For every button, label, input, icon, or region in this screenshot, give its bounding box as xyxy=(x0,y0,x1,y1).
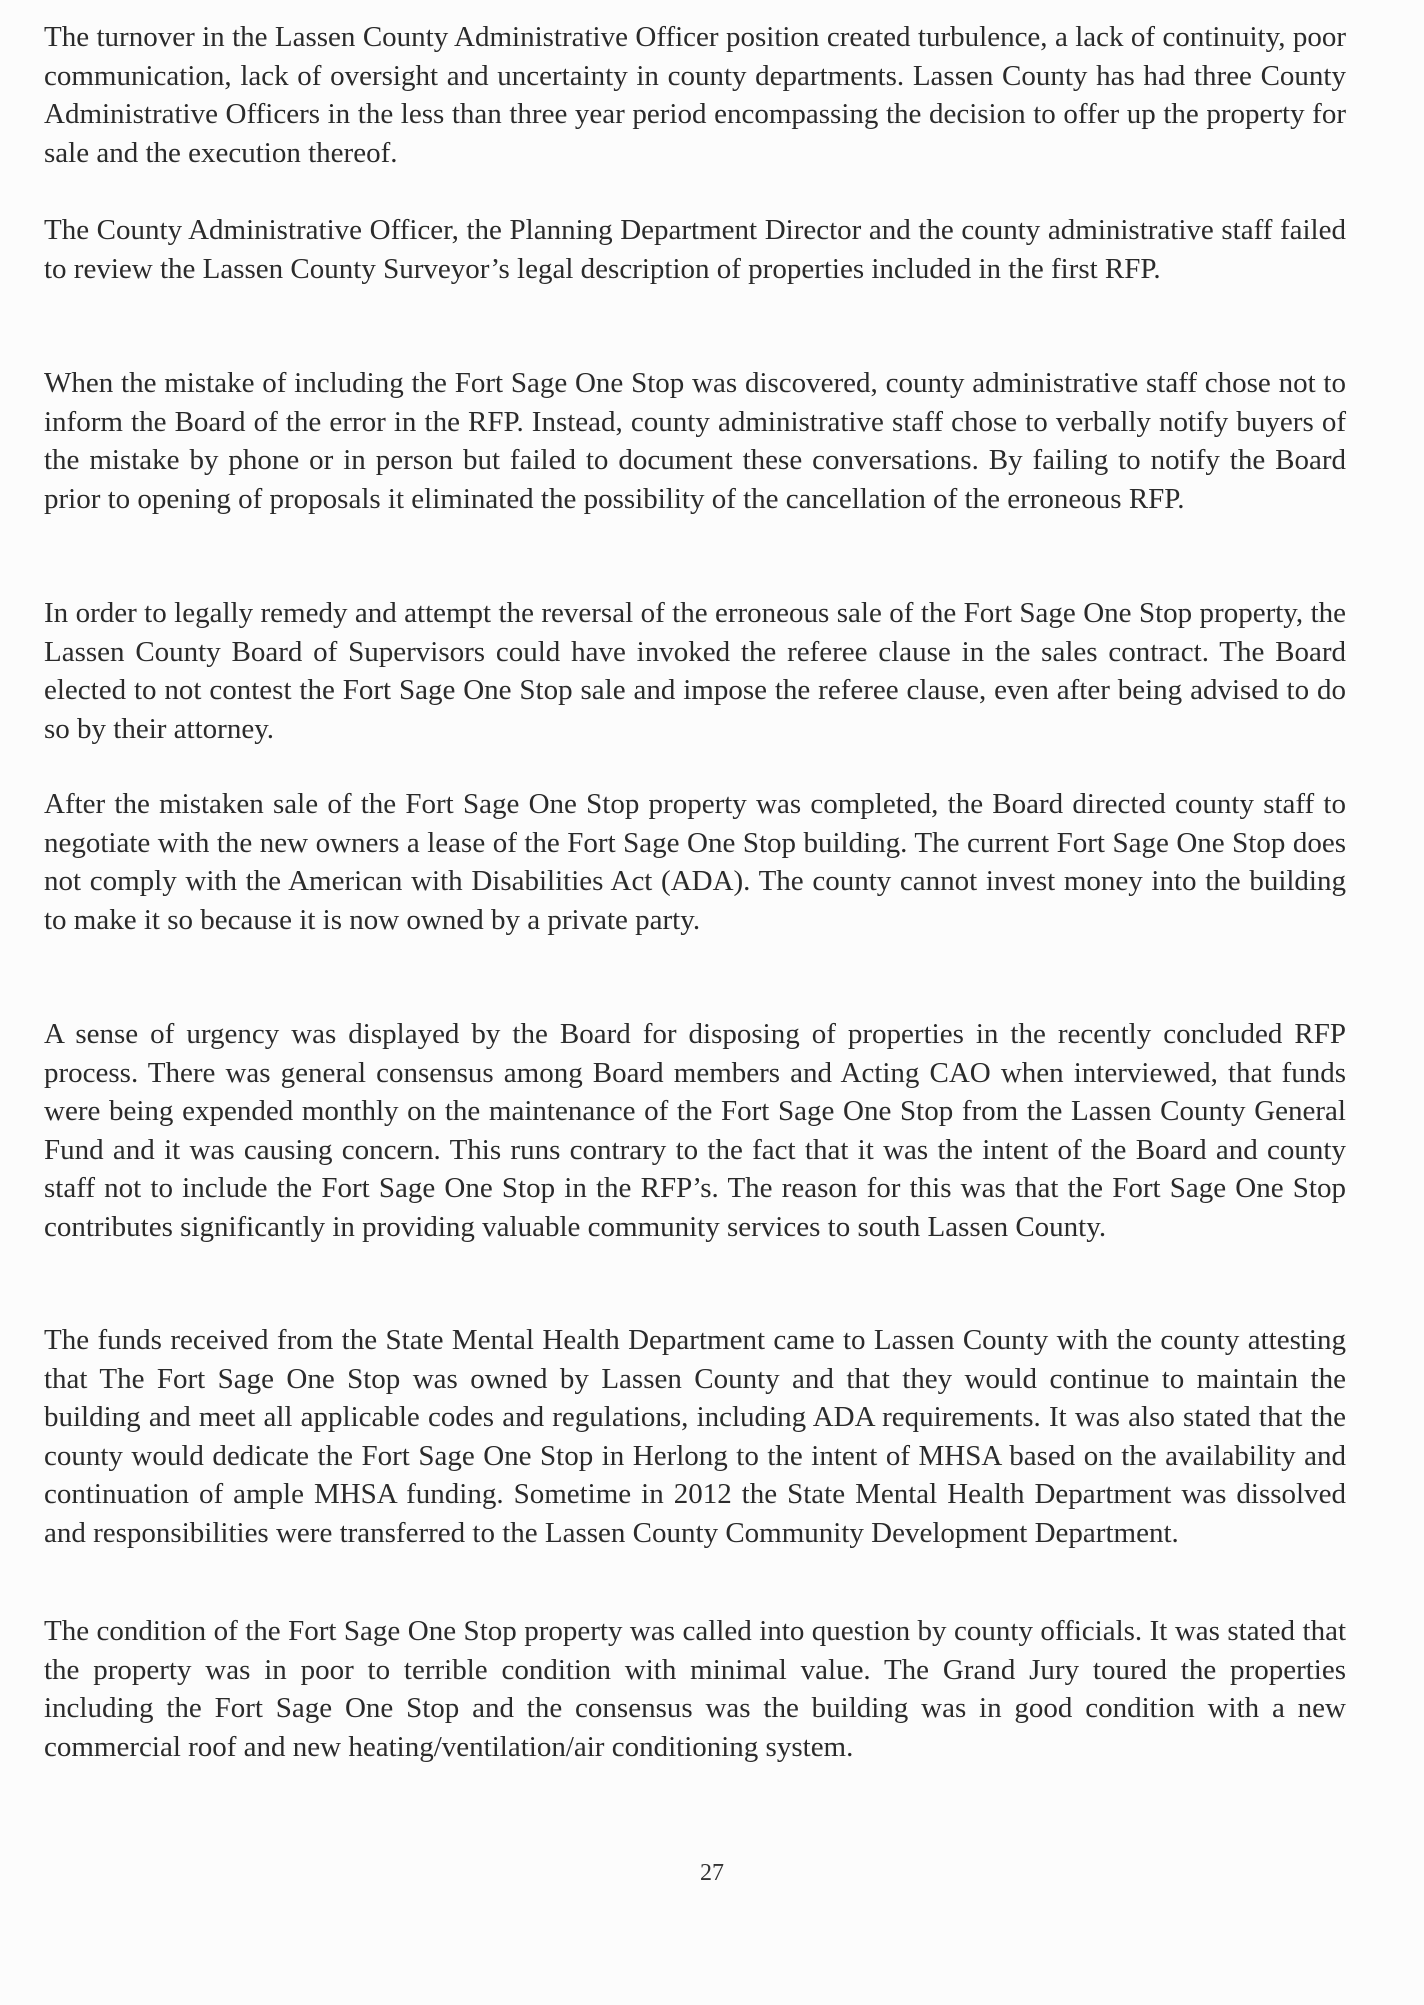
paragraph-mental-health-funds: The funds received from the State Mental Health Department came to Lassen County with the county attesting that The Fort Sage One Stop was owned by Lassen County and that they would continue to maintain the building and meet all applicable codes and regulations, including ADA requirements. It was also stated that the county would dedicate the Fort Sage One Stop in Herlong to the intent of MHSA based on the availability and continuation of ample MHSA funding. Sometime in 2012 the State Mental Health Department was dissolved and responsibilities were transferred to the Lassen County Community Development Department. xyxy=(44,1324,1346,1549)
paragraph-sense-of-urgency: A sense of urgency was displayed by the Board for disposing of properties in the recently concluded RFP process. There was general consensus among Board members and Acting CAO when interviewed, that funds were being expended monthly on the maintenance of the Fort Sage One Stop from the Lassen County General Fund and it was causing concern. This runs contrary to the fact that it was the intent of the Board and county staff not to include the Fort Sage One Stop in the RFP’s. The reason for this was that the Fort Sage One Stop contributes significantly in providing valuable community services to south Lassen County. xyxy=(44,1018,1346,1243)
paragraph-referee-clause: In order to legally remedy and attempt the reversal of the erroneous sale of the Fort Sage One Stop property, the Lassen County Board of Supervisors could have invoked the referee clause in the sales contract. The Board elected to not contest the Fort Sage One Stop sale and impose the referee clause, even after being advised to do so by their attorney. xyxy=(44,597,1346,745)
paragraph-cao-turnover: The turnover in the Lassen County Administrative Officer position created turbulence, a lack of continuity, poor communication, lack of oversight and uncertainty in county departments. Lassen County has had three County Administrative Officers in the less than three year period encompassing the decision to offer up the property for sale and the execution thereof. xyxy=(44,21,1346,169)
paragraph-mistake-discovered: When the mistake of including the Fort Sage One Stop was discovered, county administrative staff chose not to inform the Board of the error in the RFP. Instead, county administrative staff chose to verbally notify buyers of the mistake by phone or in person but failed to document these conversations. By failing to notify the Board prior to opening of proposals it eliminated the possibility of the cancellation of the erroneous RFP. xyxy=(44,367,1346,515)
paragraph-failed-review: The County Administrative Officer, the Planning Department Director and the county administrative staff failed to review the Lassen County Surveyor’s legal description of properties included in the first RFP. xyxy=(44,214,1346,285)
paragraph-property-condition: The condition of the Fort Sage One Stop property was called into question by county officials. It was stated that the property was in poor to terrible condition with minimal value. The Grand Jury toured the properties including the Fort Sage One Stop and the consensus was the building was in good condition with a new commercial roof and new heating/ventilation/air conditioning system. xyxy=(44,1615,1346,1763)
paragraph-lease-ada: After the mistaken sale of the Fort Sage One Stop property was completed, the Board directed county staff to negotiate with the new owners a lease of the Fort Sage One Stop building. The current Fort Sage One Stop does not comply with the American with Disabilities Act (ADA). The county cannot invest money into the building to make it so because it is now owned by a private party. xyxy=(44,788,1346,936)
page-number: 27 xyxy=(700,1860,724,1886)
